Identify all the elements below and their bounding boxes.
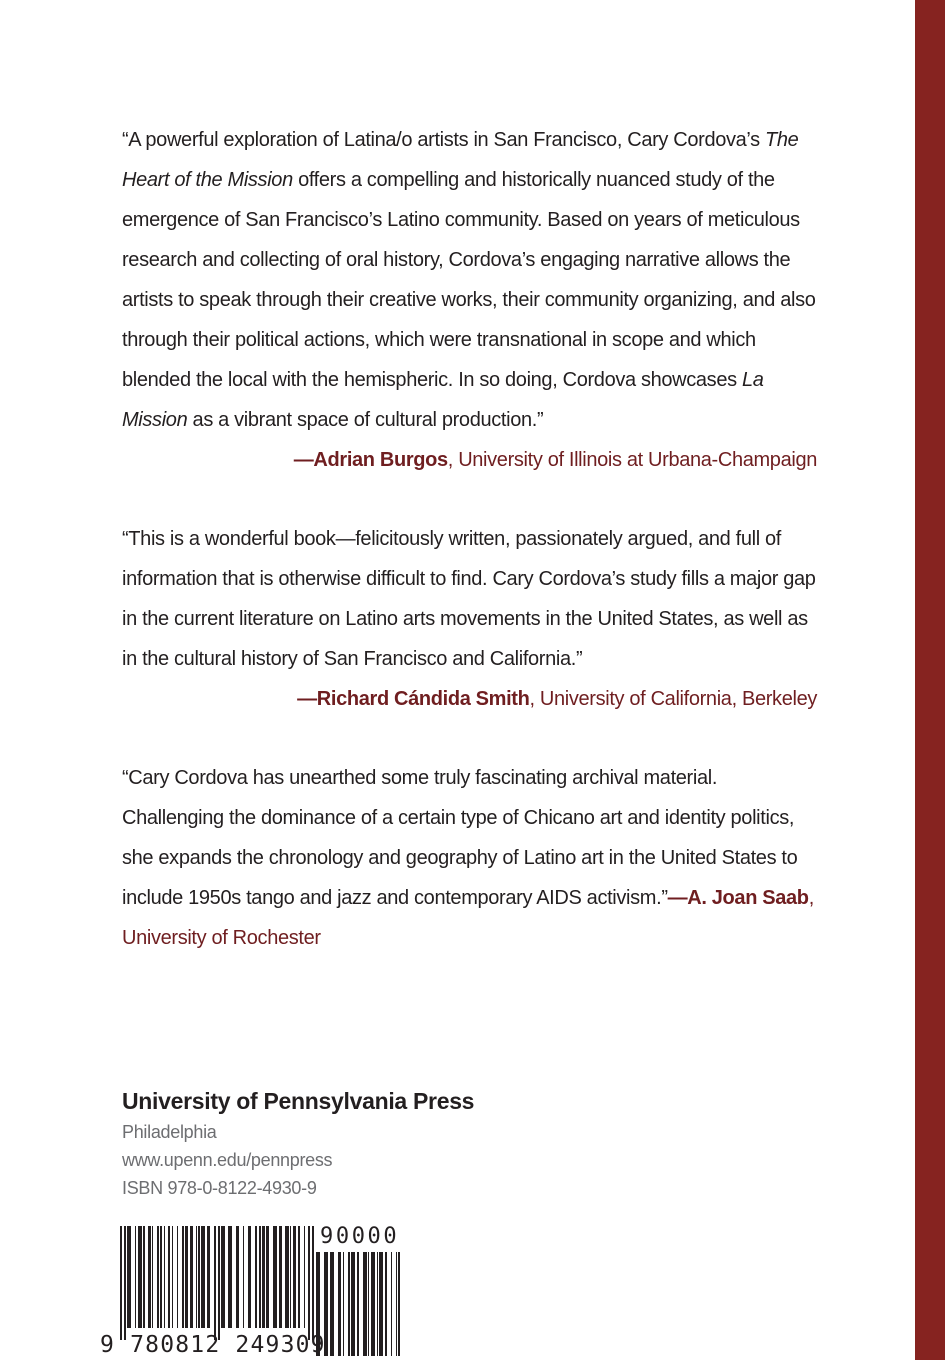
endorsement-quote-3 (122, 758, 817, 958)
endorsement-attribution-2: —Richard Cándida Smith, University of California, Berkeley (297, 688, 817, 710)
endorser-name: Adrian Burgos (313, 449, 448, 471)
endorser-affiliation: , University of Illinois at Urbana-Champaign (447, 449, 817, 471)
endorser-name: A. Joan Saab (687, 887, 809, 909)
publisher-block (122, 1084, 622, 1202)
endorsement-quote-2 (122, 519, 817, 719)
spine-color-stripe (915, 0, 945, 1360)
endorsement-quote-1-text: “A powerful exploration of Latina/o artists in San Francisco, Cary Cordova’s The Heart of the Mission offers a compelling and historically nuanced study of the emergence of San Francisco’s Latino community. Based on years of meticulous research and collecting of oral history, Cordova’s engaging narrative allows the artists to speak through their creative works, their community organizing, and also through their political actions, which were transnational in scope and which blended the local with the hemispheric. In so doing, Cordova showcases La Mission as a vibrant space of cultural production.” (122, 129, 816, 431)
endorsement-attribution-1: —Adrian Burgos, University of Illinois at Urbana-Champaign (293, 449, 817, 471)
endorsement-quote-1 (122, 120, 817, 480)
endorsement-quote-2-text: “This is a wonderful book—felicitously written, passionately argued, and full of information that is otherwise difficult to find. Cary Cordova’s study fills a major gap in the current literature on Latino arts movements in the United States, as well as in the cultural history of San Francisco and California.” (122, 528, 816, 670)
publisher-city: Philadelphia (122, 1122, 217, 1142)
barcode-addon-digits: 90000 (320, 1224, 400, 1249)
barcode-digits: 9 780812 249309 (100, 1332, 326, 1358)
endorsement-quote-3-text: “Cary Cordova has unearthed some truly fascinating archival material. Challenging the dominance of a certain type of Chicano art and identity politics, she expands the chronology and geography of Latino art in the United States to include 1950s tango and jazz and contemporary AIDS activism.”—A. Joan Saab, University of Rochester (122, 767, 814, 949)
endorser-affiliation: , University of Rochester (122, 887, 814, 949)
endorser-name: Richard Cándida Smith (316, 688, 530, 710)
isbn-label: ISBN 978-0-8122-4930-9 (122, 1178, 317, 1198)
la-mission-italic: La Mission (122, 369, 764, 431)
endorser-affiliation: , University of California, Berkeley (529, 688, 817, 710)
publisher-url: www.upenn.edu/pennpress (122, 1150, 333, 1170)
book-title-italic: The Heart of the Mission (122, 129, 799, 191)
isbn-barcode (100, 1222, 405, 1360)
publisher-name: University of Pennsylvania Press (122, 1088, 475, 1114)
endorsement-attribution-3: —A. Joan Saab, University of Rochester (122, 887, 814, 949)
